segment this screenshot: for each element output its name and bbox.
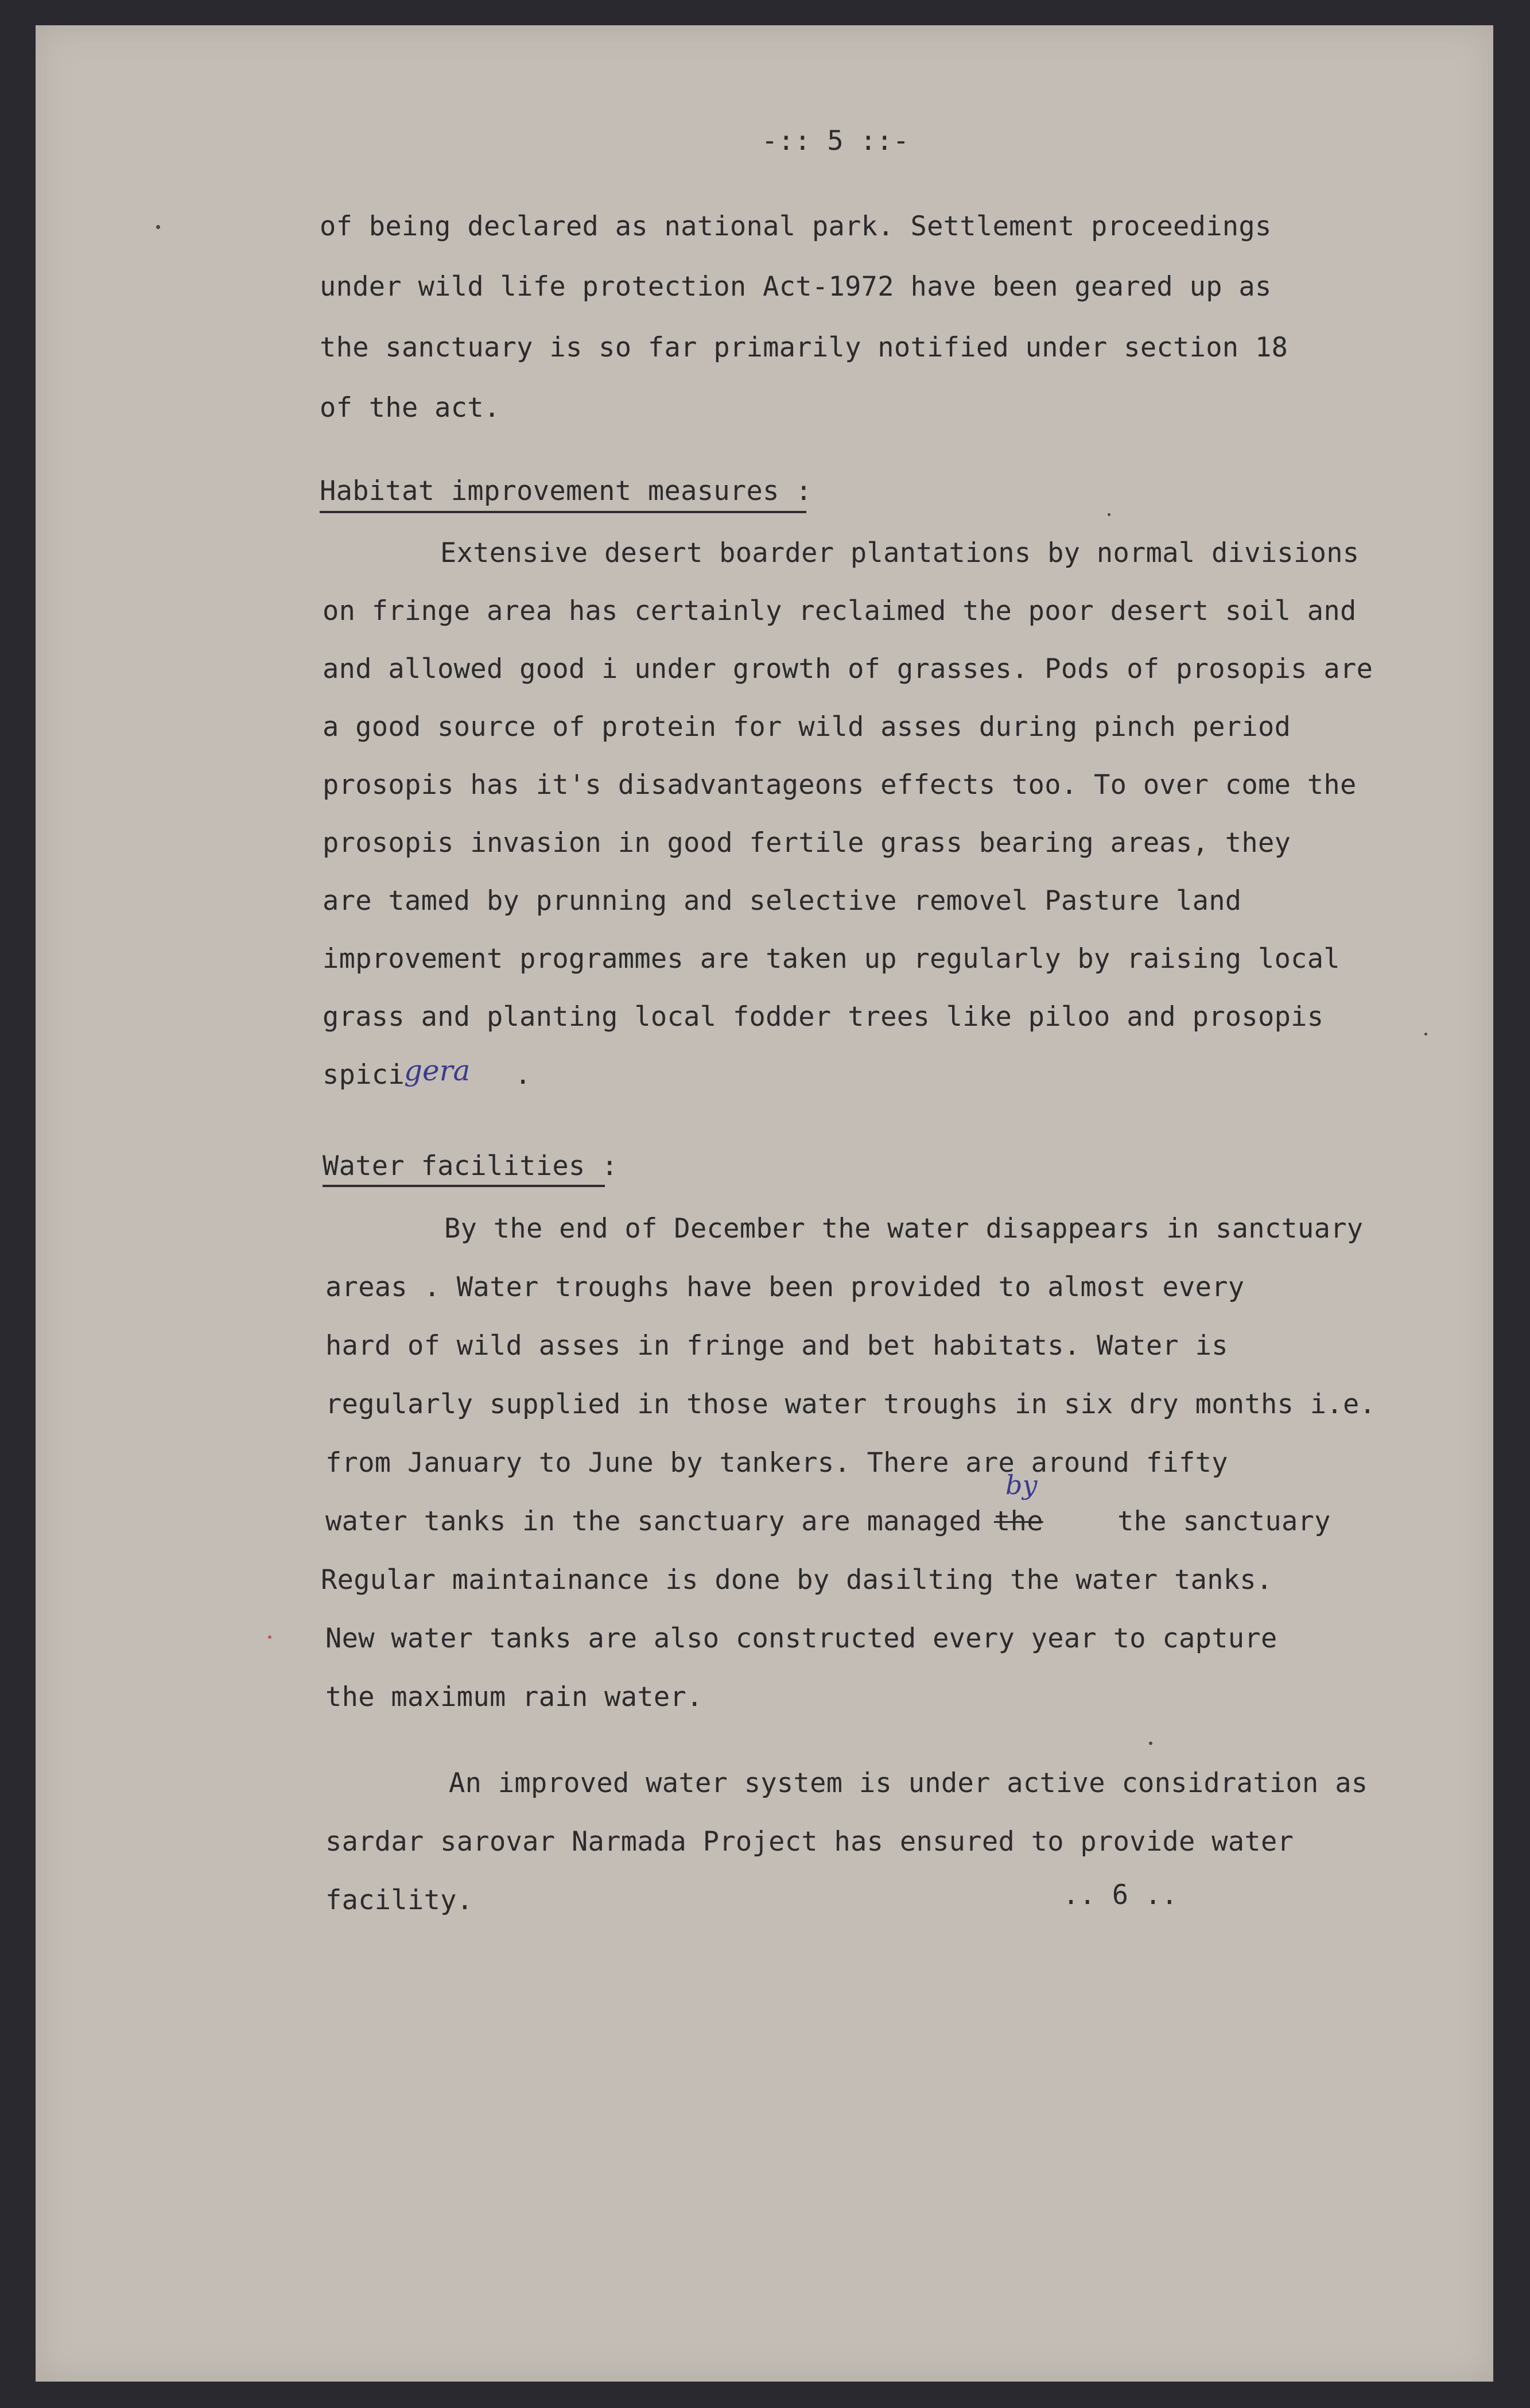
document-page <box>36 25 1493 2382</box>
water-line-8: New water tanks are also constructed every year to capture <box>325 1623 1277 1654</box>
habitat-line-3: and allowed good i under growth of grasses. Pods of prosopis are <box>323 653 1373 685</box>
habitat-line-5: prosopis has it's disadvantageons effects too. To over come the <box>323 769 1357 801</box>
water-heading-underline <box>323 1185 605 1187</box>
handwritten-correction: by <box>1005 1469 1038 1500</box>
scan-speck <box>268 1635 271 1639</box>
habitat-line-2: on fringe area has certainly reclaimed the poor desert soil and <box>323 595 1357 627</box>
water-line-9: the maximum rain water. <box>325 1681 703 1713</box>
scan-speck <box>156 225 160 229</box>
water-line-3: hard of wild asses in fringe and bet habitats. Water is <box>325 1330 1228 1362</box>
improved-line-2: sardar sarovar Narmada Project has ensured to provide water <box>325 1826 1294 1858</box>
water-line-7: Regular maintainance is done by dasilting the water tanks. <box>321 1564 1273 1596</box>
habitat-heading-underline <box>320 511 806 513</box>
habitat-line-6: prosopis invasion in good fertile grass bearing areas, they <box>323 827 1291 859</box>
water-line-2: areas . Water troughs have been provided to almost every <box>325 1271 1245 1303</box>
habitat-line-10-period: . <box>515 1059 531 1091</box>
habitat-line-1: Extensive desert boarder plantations by normal divisions <box>440 537 1360 569</box>
scan-speck <box>1424 1033 1427 1036</box>
habitat-line-10: spici <box>323 1059 405 1091</box>
scan-speck <box>1108 513 1110 516</box>
water-heading: Water facilities : <box>323 1150 618 1182</box>
improved-line-3: facility. <box>325 1884 473 1916</box>
next-page-marker: .. 6 .. <box>1063 1879 1178 1911</box>
struck-word: the <box>994 1506 1043 1537</box>
intro-line-1: of being declared as national park. Settlement proceedings <box>320 211 1272 242</box>
habitat-line-8: improvement programmes are taken up regularly by raising local <box>323 943 1340 975</box>
water-line-5: from January to June by tankers. There are around fifty <box>325 1447 1228 1479</box>
scan-speck <box>1149 1742 1152 1745</box>
water-line-6: water tanks in the sanctuary are managed <box>325 1506 982 1537</box>
page-number-header: -:: 5 ::- <box>762 125 910 157</box>
water-line-4: regularly supplied in those water troughs in six dry months i.e. <box>325 1389 1376 1420</box>
habitat-heading: Habitat improvement measures : <box>320 475 812 507</box>
habitat-line-4: a good source of protein for wild asses during pinch period <box>323 711 1291 743</box>
intro-line-4: of the act. <box>320 392 500 424</box>
habitat-line-9: grass and planting local fodder trees like piloo and prosopis <box>323 1001 1324 1033</box>
improved-line-1: An improved water system is under active considration as <box>449 1767 1368 1799</box>
intro-line-3: the sanctuary is so far primarily notified under section 18 <box>320 332 1288 363</box>
intro-line-2: under wild life protection Act-1972 have been geared up as <box>320 271 1272 303</box>
habitat-line-7: are tamed by prunning and selective removel Pasture land <box>323 885 1242 917</box>
water-line-1: By the end of December the water disappears in sanctuary <box>444 1213 1364 1244</box>
water-line-6-end: the sanctuary <box>1117 1506 1331 1537</box>
handwritten-completion: gera <box>404 1054 471 1087</box>
